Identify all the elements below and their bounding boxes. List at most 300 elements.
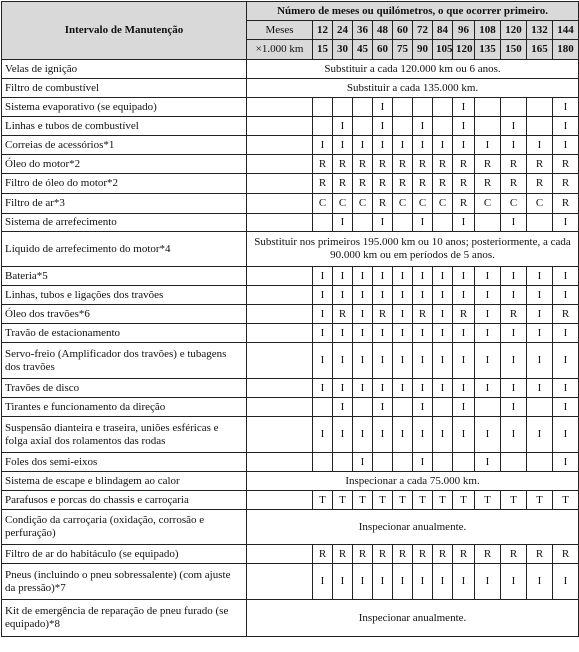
unit-spacer-cell [247, 194, 313, 214]
schedule-cell: I [393, 324, 413, 343]
schedule-cell [475, 398, 501, 417]
unit-spacer-cell [247, 379, 313, 398]
schedule-cell [433, 453, 453, 472]
schedule-cell [433, 98, 453, 117]
interval-instruction: Substituir a cada 135.000 km. [247, 79, 579, 98]
months-value: 72 [413, 21, 433, 40]
interval-instruction: Substituir a cada 120.000 km ou 6 anos. [247, 60, 579, 79]
maintenance-item-label: Condição da carroçaria (oxidação, corrosão e perfuração) [2, 510, 247, 545]
maintenance-item-label: Foles dos semi-eixos [2, 453, 247, 472]
table-row [2, 472, 579, 491]
schedule-cell: I [413, 564, 433, 600]
schedule-cell: I [475, 305, 501, 324]
months-value: 120 [501, 21, 527, 40]
schedule-cell: R [553, 305, 579, 324]
schedule-cell: C [527, 194, 553, 214]
km-value: 180 [553, 40, 579, 60]
schedule-cell [527, 398, 553, 417]
unit-spacer-cell [247, 564, 313, 600]
schedule-cell: C [413, 194, 433, 214]
schedule-cell: R [453, 305, 475, 324]
unit-spacer-cell [247, 267, 313, 286]
schedule-cell: R [373, 174, 393, 194]
schedule-cell: I [413, 117, 433, 136]
schedule-cell: T [527, 491, 553, 510]
maintenance-item-label: Bateria*5 [2, 267, 247, 286]
unit-spacer-cell [247, 343, 313, 379]
schedule-cell: I [353, 417, 373, 453]
schedule-cell: R [475, 545, 501, 564]
schedule-cell: I [313, 417, 333, 453]
table-row [2, 155, 579, 174]
km-value: 45 [353, 40, 373, 60]
schedule-cell: I [553, 379, 579, 398]
schedule-cell: I [313, 324, 333, 343]
schedule-cell: T [373, 491, 393, 510]
schedule-cell: R [553, 194, 579, 214]
km-value: 135 [475, 40, 501, 60]
maintenance-item-label: Servo-freio (Amplificador dos travões) e tubagens dos travões [2, 343, 247, 379]
schedule-cell: C [353, 194, 373, 214]
schedule-cell [527, 98, 553, 117]
maintenance-item-label: Sistema evaporativo (se equipado) [2, 98, 247, 117]
schedule-cell: I [527, 417, 553, 453]
schedule-cell: T [501, 491, 527, 510]
schedule-cell [475, 117, 501, 136]
schedule-cell: R [553, 545, 579, 564]
schedule-cell: R [373, 194, 393, 214]
schedule-cell [501, 453, 527, 472]
schedule-cell [353, 117, 373, 136]
schedule-cell: I [553, 564, 579, 600]
schedule-cell: I [453, 343, 475, 379]
schedule-cell [475, 214, 501, 232]
schedule-cell: R [393, 545, 413, 564]
schedule-cell [313, 117, 333, 136]
km-value: 75 [393, 40, 413, 60]
table-row [2, 491, 579, 510]
schedule-cell: I [413, 214, 433, 232]
schedule-cell: I [373, 343, 393, 379]
schedule-cell: I [373, 417, 393, 453]
schedule-cell: I [453, 324, 475, 343]
maintenance-item-label: Filtro de ar do habitáculo (se equipado) [2, 545, 247, 564]
km-value: 120 [453, 40, 475, 60]
table-row [2, 379, 579, 398]
schedule-cell [433, 214, 453, 232]
schedule-cell: R [353, 545, 373, 564]
schedule-cell: I [313, 343, 333, 379]
schedule-cell: I [313, 379, 333, 398]
schedule-cell [393, 214, 413, 232]
schedule-cell: I [333, 343, 353, 379]
schedule-cell: I [475, 286, 501, 305]
schedule-cell [453, 453, 475, 472]
schedule-cell: I [501, 398, 527, 417]
schedule-cell: I [333, 417, 353, 453]
schedule-cell: R [501, 545, 527, 564]
schedule-cell: C [433, 194, 453, 214]
schedule-cell [313, 453, 333, 472]
table-row [2, 98, 579, 117]
schedule-cell: R [475, 155, 501, 174]
schedule-cell: I [373, 379, 393, 398]
schedule-cell: I [501, 564, 527, 600]
schedule-cell: I [313, 305, 333, 324]
schedule-cell: R [333, 174, 353, 194]
months-value: 144 [553, 21, 579, 40]
schedule-cell: I [433, 305, 453, 324]
unit-spacer-cell [247, 136, 313, 155]
schedule-cell: I [453, 98, 475, 117]
schedule-cell: I [475, 136, 501, 155]
schedule-cell: I [353, 267, 373, 286]
schedule-cell: T [453, 491, 475, 510]
interval-instruction: Inspecionar anualmente. [247, 600, 579, 637]
schedule-cell: R [353, 174, 373, 194]
schedule-cell: I [553, 214, 579, 232]
schedule-cell: I [453, 136, 475, 155]
schedule-cell: I [333, 564, 353, 600]
schedule-cell: T [353, 491, 373, 510]
schedule-cell: R [501, 305, 527, 324]
schedule-cell: I [553, 324, 579, 343]
schedule-cell [527, 117, 553, 136]
schedule-cell: I [353, 324, 373, 343]
schedule-cell [333, 98, 353, 117]
unit-spacer-cell [247, 491, 313, 510]
months-value: 108 [475, 21, 501, 40]
schedule-cell: I [313, 286, 333, 305]
schedule-cell: I [553, 417, 579, 453]
schedule-cell: I [373, 398, 393, 417]
schedule-cell: I [553, 453, 579, 472]
schedule-cell: R [333, 545, 353, 564]
schedule-cell [313, 214, 333, 232]
maintenance-item-label: Sistema de arrefecimento [2, 214, 247, 232]
months-value: 60 [393, 21, 413, 40]
schedule-cell: R [413, 174, 433, 194]
schedule-cell: I [453, 417, 475, 453]
maintenance-item-label: Correias de acessórios*1 [2, 136, 247, 155]
schedule-cell: I [475, 453, 501, 472]
months-value: 96 [453, 21, 475, 40]
schedule-cell: I [373, 564, 393, 600]
schedule-cell: R [433, 174, 453, 194]
schedule-cell: I [527, 379, 553, 398]
schedule-cell: I [553, 286, 579, 305]
schedule-cell: R [501, 155, 527, 174]
km-value: 90 [413, 40, 433, 60]
maintenance-item-label: Filtro de combustível [2, 79, 247, 98]
maintenance-item-label: Parafusos e porcas do chassis e carroçaria [2, 491, 247, 510]
maintenance-item-label: Óleo do motor*2 [2, 155, 247, 174]
schedule-cell: I [453, 398, 475, 417]
table-row [2, 286, 579, 305]
schedule-cell [393, 398, 413, 417]
unit-spacer-cell [247, 417, 313, 453]
schedule-cell: T [393, 491, 413, 510]
schedule-cell: R [313, 155, 333, 174]
schedule-cell: R [333, 305, 353, 324]
schedule-cell [353, 214, 373, 232]
schedule-cell: I [553, 136, 579, 155]
schedule-cell: I [353, 136, 373, 155]
schedule-cell: T [313, 491, 333, 510]
maintenance-item-label: Travão de estacionamento [2, 324, 247, 343]
maintenance-item-label: Líquido de arrefecimento do motor*4 [2, 232, 247, 267]
unit-spacer-cell [247, 155, 313, 174]
schedule-cell: R [373, 155, 393, 174]
unit-spacer-cell [247, 545, 313, 564]
schedule-cell [413, 98, 433, 117]
maintenance-item-label: Tirantes e funcionamento da direção [2, 398, 247, 417]
schedule-cell [501, 98, 527, 117]
schedule-cell: I [501, 117, 527, 136]
schedule-cell: I [373, 214, 393, 232]
schedule-cell: I [501, 267, 527, 286]
schedule-cell [475, 98, 501, 117]
schedule-cell: R [413, 305, 433, 324]
schedule-cell: R [453, 174, 475, 194]
schedule-cell: I [475, 417, 501, 453]
schedule-cell: I [333, 117, 353, 136]
schedule-cell: I [527, 343, 553, 379]
table-row [2, 417, 579, 453]
schedule-cell: T [413, 491, 433, 510]
interval-instruction: Inspecionar anualmente. [247, 510, 579, 545]
schedule-cell [433, 398, 453, 417]
schedule-cell: I [333, 398, 353, 417]
schedule-cell: I [373, 98, 393, 117]
maintenance-item-label: Linhas e tubos de combustível [2, 117, 247, 136]
schedule-cell: I [373, 286, 393, 305]
schedule-cell: I [501, 286, 527, 305]
schedule-cell: I [501, 136, 527, 155]
schedule-cell: I [475, 564, 501, 600]
schedule-cell: R [413, 545, 433, 564]
schedule-cell: I [313, 564, 333, 600]
schedule-cell: I [527, 564, 553, 600]
schedule-cell: I [413, 324, 433, 343]
unit-spacer-cell [247, 98, 313, 117]
schedule-cell: R [413, 155, 433, 174]
schedule-cell: I [475, 267, 501, 286]
schedule-cell: I [527, 324, 553, 343]
schedule-cell: I [453, 379, 475, 398]
months-value: 24 [333, 21, 353, 40]
schedule-cell: I [553, 343, 579, 379]
schedule-cell: R [501, 174, 527, 194]
interval-instruction: Inspecionar a cada 75.000 km. [247, 472, 579, 491]
unit-spacer-cell [247, 117, 313, 136]
table-row [2, 398, 579, 417]
interval-group-header: Número de meses ou quilómetros, o que ocorrer primeiro. [247, 2, 579, 21]
schedule-cell: I [313, 267, 333, 286]
schedule-cell: R [453, 545, 475, 564]
schedule-cell: I [453, 267, 475, 286]
schedule-cell: I [393, 564, 413, 600]
schedule-cell [393, 98, 413, 117]
schedule-cell: I [475, 324, 501, 343]
schedule-cell: I [413, 379, 433, 398]
schedule-cell: I [353, 286, 373, 305]
schedule-cell: R [527, 174, 553, 194]
table-row [2, 305, 579, 324]
maintenance-item-label: Óleo dos travões*6 [2, 305, 247, 324]
schedule-cell: R [393, 155, 413, 174]
months-value: 84 [433, 21, 453, 40]
maintenance-item-label: Linhas, tubos e ligações dos travões [2, 286, 247, 305]
unit-spacer-cell [247, 453, 313, 472]
schedule-cell: I [393, 286, 413, 305]
schedule-cell: I [393, 136, 413, 155]
table-row [2, 267, 579, 286]
maintenance-item-label: Kit de emergência de reparação de pneu furado (se equipado)*8 [2, 600, 247, 637]
schedule-cell: R [373, 545, 393, 564]
schedule-cell: R [373, 305, 393, 324]
schedule-cell: T [475, 491, 501, 510]
schedule-cell: I [393, 267, 413, 286]
unit-spacer-cell [247, 305, 313, 324]
schedule-cell: I [553, 117, 579, 136]
schedule-cell: R [393, 174, 413, 194]
schedule-cell: I [553, 267, 579, 286]
schedule-cell [373, 453, 393, 472]
schedule-cell [313, 98, 333, 117]
schedule-cell: I [413, 398, 433, 417]
schedule-cell: R [475, 174, 501, 194]
table-row [2, 214, 579, 232]
maintenance-item-label: Velas de ignição [2, 60, 247, 79]
km-value: 30 [333, 40, 353, 60]
months-value: 132 [527, 21, 553, 40]
schedule-cell [353, 398, 373, 417]
interval-instruction: Substituir nos primeiros 195.000 km ou 10 anos; posteriormente, a cada 90.000 km ou em períodos de 5 anos. [247, 232, 579, 267]
schedule-cell: I [501, 324, 527, 343]
schedule-cell: R [433, 545, 453, 564]
unit-spacer-cell [247, 398, 313, 417]
schedule-cell: I [433, 286, 453, 305]
item-column-header: Intervalo de Manutenção [2, 2, 247, 60]
schedule-cell: I [353, 379, 373, 398]
schedule-cell: I [501, 343, 527, 379]
schedule-cell: I [527, 136, 553, 155]
schedule-cell: R [553, 155, 579, 174]
schedule-cell [433, 117, 453, 136]
table-row [2, 600, 579, 637]
schedule-cell: R [353, 155, 373, 174]
schedule-body [2, 60, 579, 637]
schedule-cell: C [475, 194, 501, 214]
schedule-cell [393, 453, 413, 472]
table-row [2, 194, 579, 214]
table-row [2, 60, 579, 79]
schedule-cell: R [527, 545, 553, 564]
schedule-cell: I [413, 343, 433, 379]
schedule-cell: R [333, 155, 353, 174]
schedule-cell: I [393, 379, 413, 398]
table-row [2, 545, 579, 564]
schedule-cell: I [413, 453, 433, 472]
schedule-cell: I [501, 417, 527, 453]
schedule-cell: I [333, 267, 353, 286]
maintenance-item-label: Pneus (incluindo o pneu sobressalente) (com ajuste da pressão)*7 [2, 564, 247, 600]
maintenance-item-label: Travões de disco [2, 379, 247, 398]
km-value: 60 [373, 40, 393, 60]
table-row [2, 510, 579, 545]
schedule-cell: C [501, 194, 527, 214]
schedule-cell: I [475, 379, 501, 398]
unit-spacer-cell [247, 174, 313, 194]
schedule-cell: I [501, 379, 527, 398]
schedule-cell: R [527, 155, 553, 174]
schedule-cell: R [453, 155, 475, 174]
schedule-cell: I [333, 136, 353, 155]
table-row [2, 232, 579, 267]
schedule-cell: I [413, 417, 433, 453]
schedule-cell: I [393, 417, 413, 453]
schedule-cell: I [527, 267, 553, 286]
schedule-cell: I [433, 324, 453, 343]
schedule-cell: I [501, 214, 527, 232]
months-value: 48 [373, 21, 393, 40]
schedule-cell: I [353, 305, 373, 324]
schedule-cell: R [313, 545, 333, 564]
table-row [2, 117, 579, 136]
schedule-cell [353, 98, 373, 117]
schedule-cell: R [433, 155, 453, 174]
table-row [2, 79, 579, 98]
maintenance-item-label: Filtro de óleo do motor*2 [2, 174, 247, 194]
schedule-cell: I [453, 214, 475, 232]
schedule-cell: C [333, 194, 353, 214]
schedule-cell: I [475, 343, 501, 379]
table-row [2, 136, 579, 155]
schedule-cell: I [453, 117, 475, 136]
schedule-cell: I [413, 136, 433, 155]
schedule-cell: C [393, 194, 413, 214]
table-row [2, 324, 579, 343]
km-value: 15 [313, 40, 333, 60]
schedule-cell: I [333, 324, 353, 343]
schedule-cell: I [553, 398, 579, 417]
maintenance-item-label: Suspensão dianteira e traseira, uniões esféricas e folga axial dos rolamentos das rodas [2, 417, 247, 453]
maintenance-item-label: Sistema de escape e blindagem ao calor [2, 472, 247, 491]
schedule-cell: I [433, 379, 453, 398]
schedule-cell [313, 398, 333, 417]
schedule-cell [393, 117, 413, 136]
schedule-cell: I [333, 214, 353, 232]
schedule-cell: I [333, 286, 353, 305]
schedule-cell: I [433, 267, 453, 286]
table-row [2, 343, 579, 379]
months-value: 36 [353, 21, 373, 40]
schedule-cell: I [433, 417, 453, 453]
table-row [2, 564, 579, 600]
maintenance-item-label: Filtro de ar*3 [2, 194, 247, 214]
schedule-cell: I [333, 379, 353, 398]
schedule-cell: R [313, 174, 333, 194]
schedule-cell: I [527, 286, 553, 305]
schedule-cell: I [527, 305, 553, 324]
schedule-cell: I [553, 98, 579, 117]
schedule-cell: I [453, 286, 475, 305]
schedule-cell: I [313, 136, 333, 155]
schedule-cell: I [353, 343, 373, 379]
months-label: Meses [247, 21, 313, 40]
schedule-cell: I [373, 324, 393, 343]
